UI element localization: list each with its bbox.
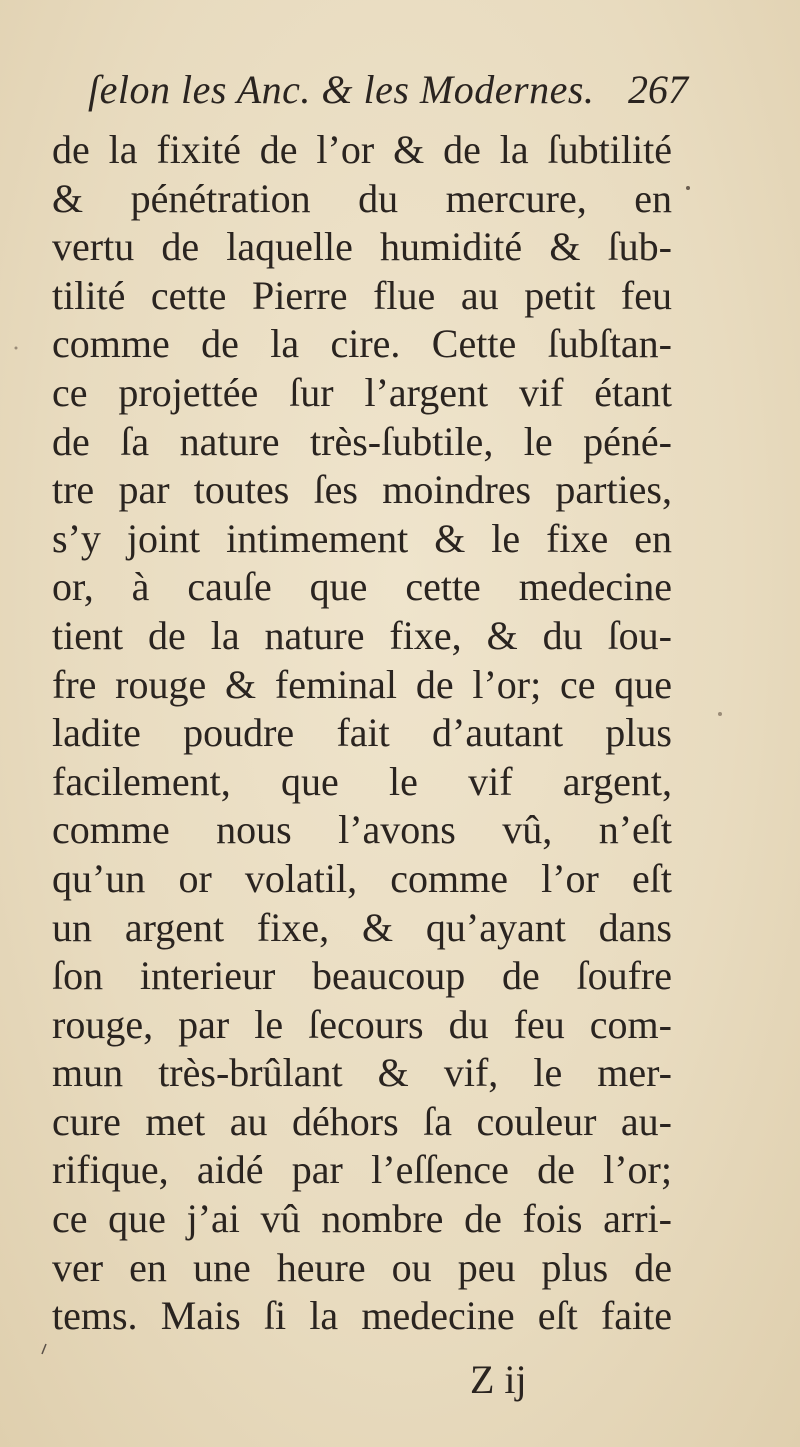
- text-line: comme nous l’avons vû, n’eſt: [52, 807, 672, 853]
- text-line: mun très-brûlant & vif, le mer-: [52, 1050, 672, 1096]
- text-line: de ſa nature très-ſubtile, le péné-: [52, 418, 672, 464]
- text-line: vertu de laquelle humidité & ſub-: [52, 224, 672, 270]
- text-line: ver en une heure ou peu plus de: [52, 1244, 672, 1290]
- text-line: de la fixité de l’or & de la ſubtilité: [52, 127, 672, 172]
- text-line: fre rouge & feminal de l’or; ce que: [52, 661, 672, 707]
- signature-mark: Z ij: [470, 1357, 527, 1402]
- page-header: [88, 66, 688, 120]
- page-number: 267: [628, 67, 688, 112]
- text-line: ce que j’ai vû nombre de fois arri-: [52, 1196, 672, 1242]
- text-line: qu’un or volatil, comme l’or eſt: [52, 855, 672, 901]
- text-line: ladite poudre fait d’autant plus: [52, 710, 672, 756]
- text-line: or, à cauſe que cette medecine: [52, 564, 672, 610]
- text-line: cure met au déhors ſa couleur au-: [52, 1098, 672, 1144]
- text-line: tient de la nature fixe, & du ſou-: [52, 612, 672, 658]
- text-line: facilement, que le vif argent,: [52, 758, 672, 804]
- text-line: comme de la cire. Cette ſubſtan-: [52, 321, 672, 367]
- text-line: un argent fixe, & qu’ayant dans: [52, 904, 672, 950]
- text-line: tre par toutes ſes moindres parties,: [52, 467, 672, 513]
- text-line: ſon interieur beaucoup de ſoufre: [52, 953, 672, 999]
- text-line: rifique, aidé par l’eſſence de l’or;: [52, 1147, 672, 1193]
- text-line: & pénétration du mercure, en: [52, 175, 672, 221]
- body-text: [52, 126, 672, 1341]
- running-head: ſelon les Anc. & les Modernes.: [88, 67, 595, 112]
- text-line: s’y joint intimement & le fixe en: [52, 515, 672, 561]
- text-line: tilité cette Pierre flue au petit feu: [52, 272, 672, 318]
- text-line: ce projettée ſur l’argent vif étant: [52, 369, 672, 415]
- text-line: tems. Mais ſi la medecine eſt faite: [52, 1293, 672, 1339]
- text-line: rouge, par le ſecours du feu com-: [52, 1001, 672, 1047]
